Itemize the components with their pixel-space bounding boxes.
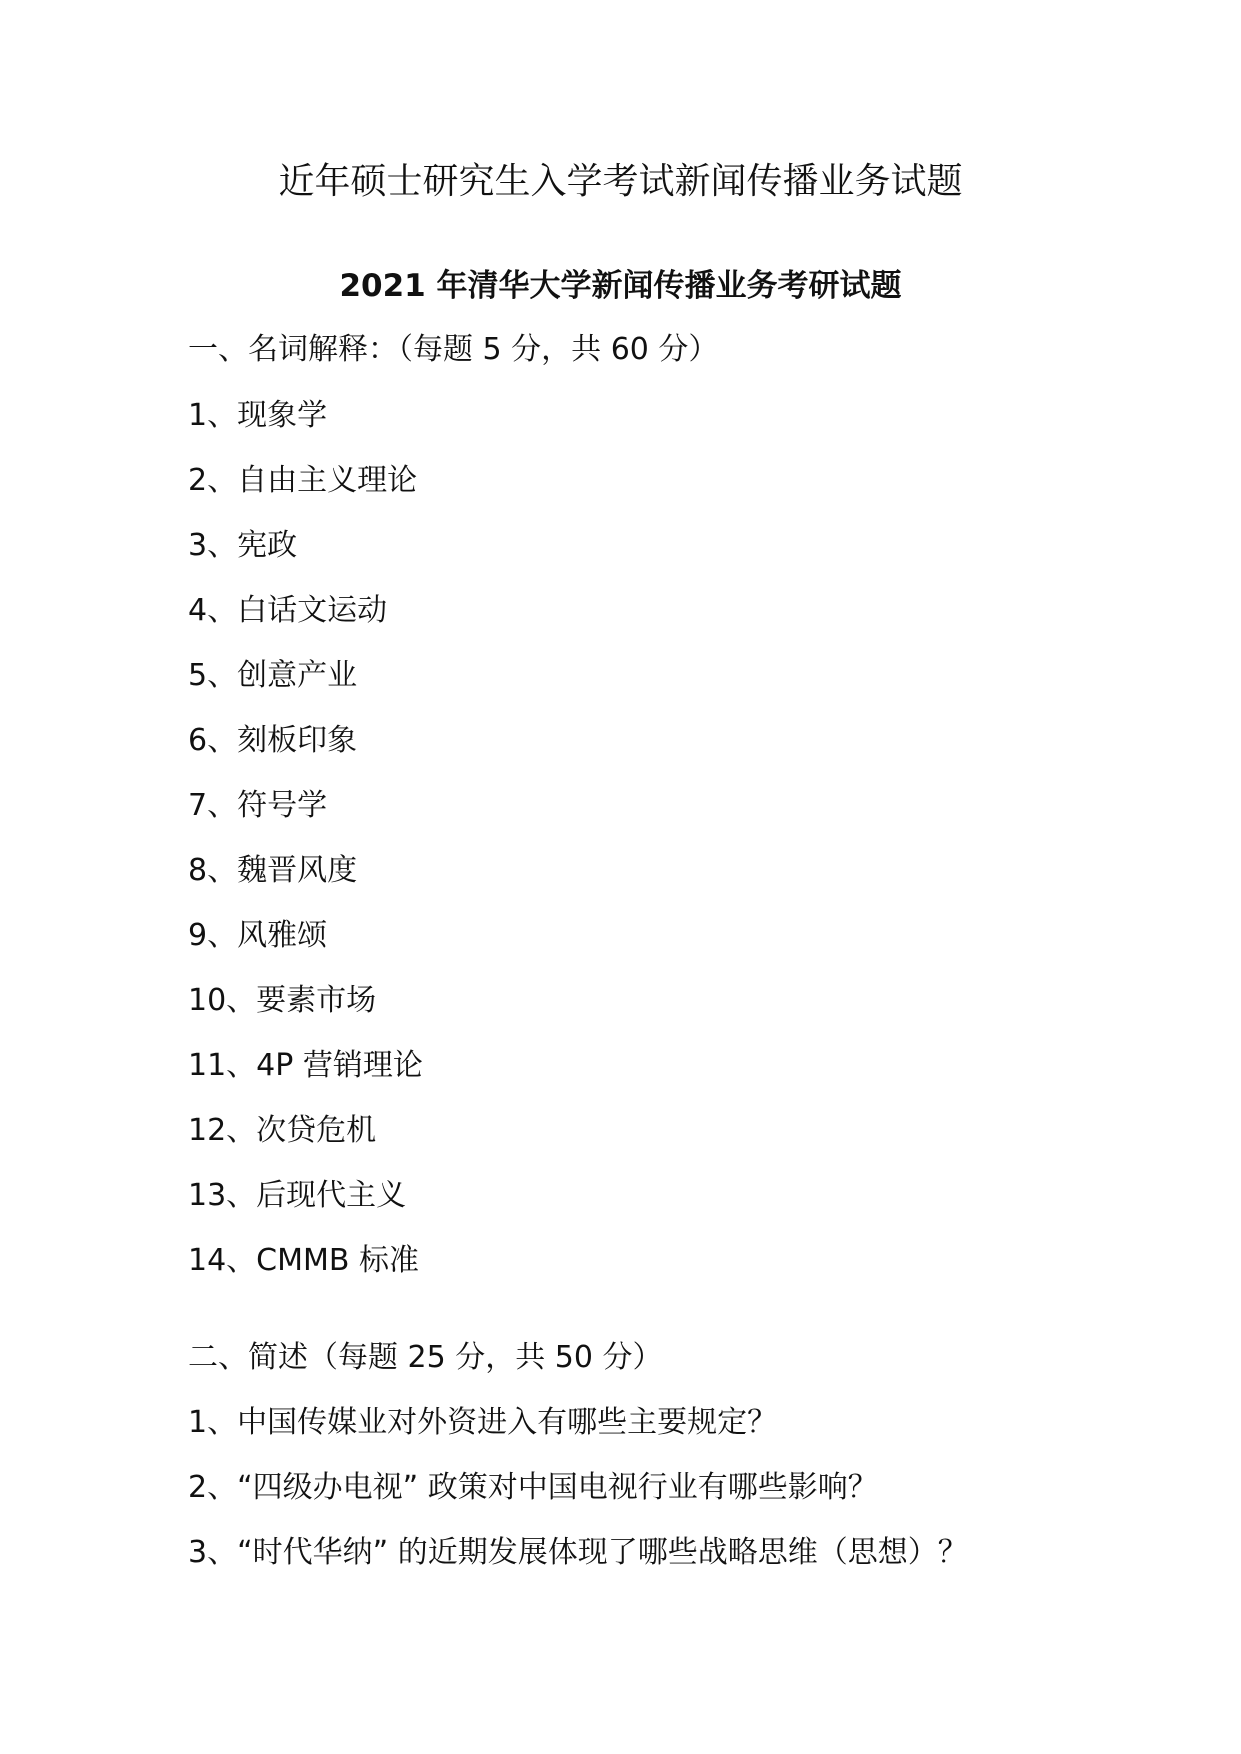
exam-subtitle: 2021 年清华大学新闻传播业务考研试题 [339, 268, 902, 304]
term-item: 8、魏晋风度 [188, 853, 358, 888]
term-item: 6、刻板印象 [188, 723, 358, 758]
question-item: 1、中国传媒业对外资进入有哪些主要规定？ [188, 1405, 778, 1440]
term-item: 13、后现代主义 [188, 1178, 407, 1213]
term-item: 7、符号学 [188, 788, 328, 823]
section-2-heading: 二、简述（每题 25 分，共 50 分） [188, 1340, 663, 1375]
term-item: 2、自由主义理论 [188, 463, 418, 498]
term-item: 12、次贷危机 [188, 1113, 377, 1148]
term-item: 9、风雅颂 [188, 918, 328, 953]
question-item: 2、“四级办电视” 政策对中国电视行业有哪些影响？ [188, 1470, 878, 1505]
term-item: 10、要素市场 [188, 983, 377, 1018]
term-item: 3、宪政 [188, 528, 298, 563]
term-item: 4、白话文运动 [188, 593, 388, 628]
term-item: 5、创意产业 [188, 658, 358, 693]
question-item: 3、“时代华纳” 的近期发展体现了哪些战略思维（思想）？ [188, 1535, 968, 1570]
term-item: 14、CMMB 标准 [188, 1243, 420, 1278]
term-item: 1、现象学 [188, 398, 328, 433]
term-item: 11、4P 营销理论 [188, 1048, 423, 1083]
section-1-heading: 一、名词解释：（每题 5 分，共 60 分） [188, 332, 719, 367]
document-title: 近年硕士研究生入学考试新闻传播业务试题 [278, 161, 963, 202]
